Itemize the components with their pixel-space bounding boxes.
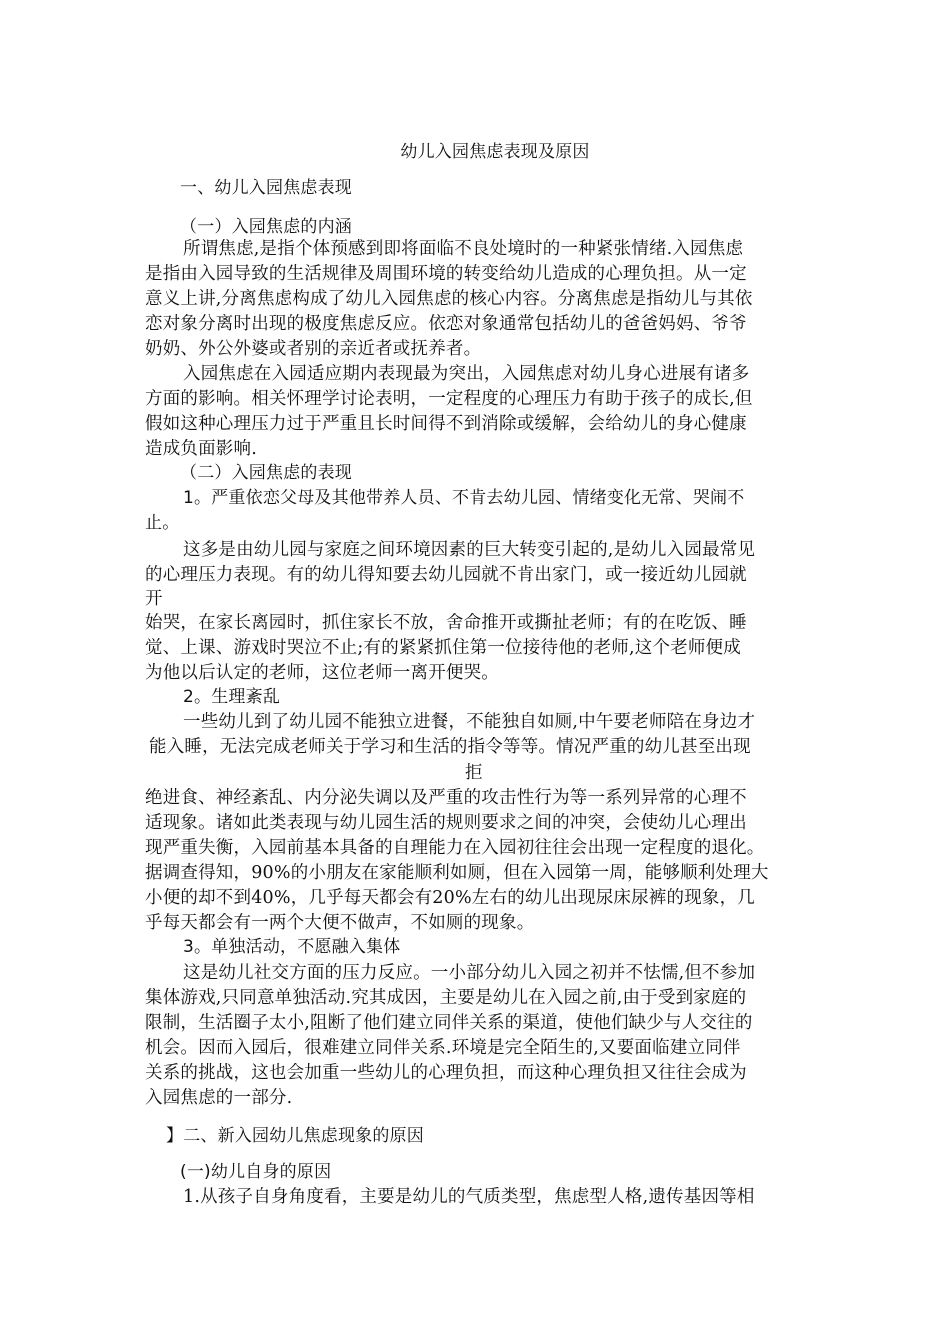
paragraph-line: 意义上讲,分离焦虑构成了幼儿入园焦虑的核心内容。分离焦虑是指幼儿与其依: [145, 289, 753, 309]
paragraph-line: 入园焦虑在入园适应期内表现最为突出，入园焦虑对幼儿身心进展有诸多: [183, 364, 750, 384]
paragraph-line: 绝进食、神经紊乱、内分泌失调以及严重的攻击性行为等一系列异常的心理不: [145, 788, 747, 808]
sub1-heading: （一）入园焦虑的内涵: [180, 217, 352, 237]
paragraph-line: 这是幼儿社交方面的压力反应。一小部分幼儿入园之初并不怯懦,但不参加: [183, 963, 756, 983]
paragraph-line: 乎每天都会有一两个大便不做声，不如厕的现象。: [145, 913, 535, 933]
paragraph-line: 这多是由幼儿园与家庭之间环境因素的巨大转变引起的,是幼儿入园最常见: [183, 540, 756, 560]
paragraph-line: 是指由入园导致的生活规律及周围环境的转变给幼儿造成的心理负担。从一定: [145, 264, 747, 284]
paragraph-line: 现严重失衡，入园前基本具备的自理能力在入园初往往会出现一定程度的退化。: [145, 838, 765, 858]
paragraph-line: 觉、上课、游戏时哭泣不止;有的紧紧抓住第一位接待他的老师,这个老师便成: [145, 638, 741, 658]
paragraph-line: 奶奶、外公外婆或者别的亲近者或抚养者。: [145, 339, 482, 359]
paragraph-line: 适现象。诸如此类表现与幼儿园生活的规则要求之间的冲突，会使幼儿心理出: [145, 813, 747, 833]
paragraph-line: 集体游戏,只同意单独活动.究其成因，主要是幼儿在入园之前,由于受到家庭的: [145, 988, 747, 1008]
paragraph-line: 据调查得知，90%的小朋友在家能顺利如厕，但在入园第一周，能够顺利处理大: [145, 863, 769, 883]
item1-heading: 1。严重依恋父母及其他带养人员、不肯去幼儿园、情绪变化无常、哭闹不: [183, 488, 745, 508]
section2-sub1-heading: (一)幼儿自身的原因: [180, 1162, 332, 1182]
paragraph-line: 入园焦虑的一部分.: [145, 1088, 293, 1108]
item1-heading-cont: 止。: [145, 513, 180, 533]
item3-heading: 3。单独活动，不愿融入集体: [183, 937, 401, 957]
paragraph-line: 能入睡，无法完成老师关于学习和生活的指令等等。情况严重的幼儿甚至出现: [149, 737, 751, 757]
paragraph-line: 始哭，在家长离园时，抓住家长不放，舍命推开或撕扯老师；有的在吃饭、睡: [145, 613, 747, 633]
paragraph-line: 恋对象分离时出现的极度焦虑反应。依恋对象通常包括幼儿的爸爸妈妈、爷爷: [145, 314, 747, 334]
section2-heading: 】二、新入园幼儿焦虑现象的原因: [166, 1126, 424, 1146]
paragraph-line: 造成负面影响.: [145, 439, 257, 459]
section1-heading: 一、幼儿入园焦虑表现: [180, 178, 352, 198]
paragraph-line: 限制，生活圈子太小,阻断了他们建立同伴关系的渠道，使他们缺少与人交往的: [145, 1013, 753, 1033]
paragraph-line: 1.从孩子自身角度看，主要是幼儿的气质类型，焦虑型人格,遗传基因等相: [183, 1187, 755, 1207]
paragraph-line: 的心理压力表现。有的幼儿得知要去幼儿园就不肯出家门，或一接近幼儿园就: [145, 565, 747, 585]
document-title: 幼儿入园焦虑表现及原因: [400, 142, 590, 162]
paragraph-line: 关系的挑战，这也会加重一些幼儿的心理负担，而这种心理负担又往往会成为: [145, 1063, 747, 1083]
item2-heading: 2。生理紊乱: [183, 687, 281, 707]
paragraph-line: 方面的影响。相关怀理学讨论表明，一定程度的心理压力有助于孩子的成长,但: [145, 389, 753, 409]
paragraph-line: 一些幼儿到了幼儿园不能独立进餐，不能独自如厕,中午要老师陪在身边才: [183, 712, 756, 732]
paragraph-line: 所谓焦虑,是指个体预感到即将面临不良处境时的一种紧张情绪.入园焦虑: [183, 239, 744, 259]
paragraph-line: 机会。因而入园后，很难建立同伴关系.环境是完全陌生的,又要面临建立同伴: [145, 1038, 741, 1058]
paragraph-line: 小便的却不到40%，几乎每天都会有20%左右的幼儿出现尿床尿裤的现象，几: [145, 888, 755, 908]
paragraph-line: 为他以后认定的老师，这位老师一离开便哭。: [145, 663, 499, 683]
paragraph-line: 假如这种心理压力过于严重且长时间得不到消除或缓解，会给幼儿的身心健康: [145, 414, 747, 434]
paragraph-line: 拒: [465, 763, 483, 783]
sub2-heading: （二）入园焦虑的表现: [180, 463, 352, 483]
paragraph-line: 开: [145, 589, 163, 609]
